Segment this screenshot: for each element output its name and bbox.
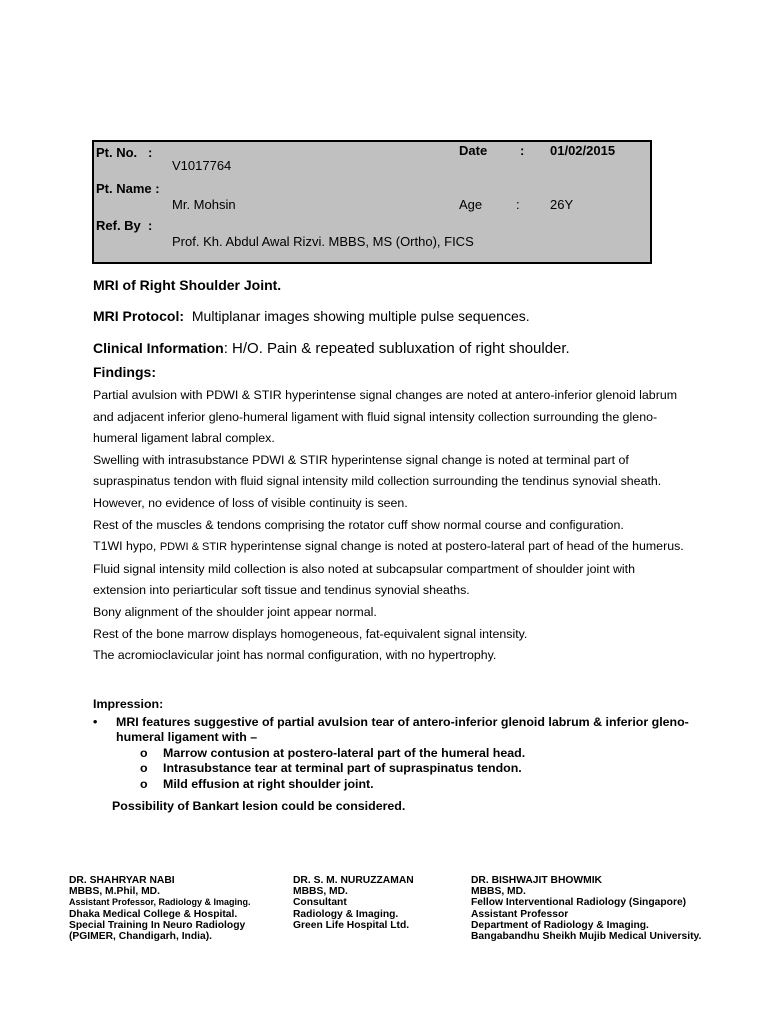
doctor-detail: Assistant Professor (471, 908, 569, 920)
t1-rest: hyperintense signal change is noted at postero-lateral part of head of the humerus. (230, 539, 684, 554)
impression-sub-item (93, 746, 693, 762)
t1-small: PDWI & STIR (159, 541, 228, 554)
t1-prefix: T1WI hypo, (93, 539, 157, 554)
possibility-text: Possibility of Bankart lesion could be considered. (112, 799, 406, 813)
finding-paragraph: Rest of the muscles & tendons comprising the rotator cuff show normal course and configuration. (93, 517, 624, 532)
doctor-detail: Green Life Hospital Ltd. (293, 919, 410, 931)
doctor-name: DR. S. M. NURUZZAMAN (293, 875, 414, 886)
pt-no-value: V1017764 (172, 158, 232, 173)
doctor-detail: Radiology & Imaging. (293, 908, 399, 920)
signature-block-2 (293, 875, 414, 931)
doctor-detail: Fellow Interventional Radiology (Singapore) (471, 897, 687, 909)
findings-body (93, 385, 688, 667)
clinical-text: : H/O. Pain & repeated subluxation of right shoulder. (223, 340, 570, 357)
finding-paragraph: The acromioclavicular joint has normal configuration, with no hypertrophy. (93, 648, 497, 663)
protocol-text: Multiplanar images showing multiple pulse sequences. (191, 308, 530, 324)
findings-label: Findings: (93, 364, 156, 380)
impression-sub-list (93, 746, 693, 793)
doctor-name: DR. BISHWAJIT BHOWMIK (471, 875, 602, 886)
pt-no-label: Pt. No. (96, 145, 138, 160)
impression-sub-text: Intrasubstance tear at terminal part of supraspinatus tendon. (163, 761, 522, 775)
pt-no-colon: : (148, 145, 153, 160)
findings-heading (93, 364, 156, 380)
impression-section (93, 697, 693, 827)
date-value: 01/02/2015 (550, 143, 616, 158)
report-title (93, 277, 281, 293)
doctor-detail: Special Training In Neuro Radiology (69, 919, 246, 931)
age-value: 26Y (550, 197, 574, 212)
protocol-label: MRI Protocol: (93, 308, 184, 324)
clinical-info-line (93, 340, 570, 357)
date-label: Date (459, 143, 488, 158)
ref-by-colon: : (148, 218, 153, 233)
finding-paragraph: Bony alignment of the shoulder joint appear normal. (93, 604, 377, 619)
doctor-detail: Bangabandhu Sheikh Mujib Medical University. (471, 931, 702, 943)
doctor-detail: Consultant (293, 897, 347, 909)
doctor-name: DR. SHAHRYAR NABI (69, 875, 175, 886)
doctor-detail: MBBS, MD. (293, 886, 348, 898)
impression-sub-text: Mild effusion at right shoulder joint. (163, 776, 374, 791)
impression-sub-text: Marrow contusion at postero-lateral part of the humeral head. (163, 745, 526, 760)
doctor-detail: (PGIMER, Chandigarh, India). (69, 931, 213, 943)
impression-sub-item (93, 761, 693, 777)
pt-name-value: Mr. Mohsin (172, 197, 236, 212)
doctor-detail: Dhaka Medical College & Hospital. (69, 908, 238, 920)
finding-paragraph: Fluid signal intensity mild collection is also noted at subcapsular compartment of shoulder joint with extension into periarticular soft tissue and tendinus synovial sheaths. (93, 561, 636, 598)
ref-by-value: Prof. Kh. Abdul Awal Rizvi. MBBS, MS (Ortho), FICS (172, 234, 474, 249)
circle-bullet-icon: o (140, 745, 148, 760)
impression-main-text: MRI features suggestive of partial avulsion tear of antero-inferior glenoid labrum & inferior gleno-humeral ligament with – (116, 714, 689, 744)
doctor-detail: Assistant Professor, Radiology & Imaging. (69, 897, 251, 908)
finding-paragraph-t1 (93, 536, 688, 559)
clinical-label: Clinical Information (93, 340, 224, 356)
finding-paragraph: Partial avulsion with PDWI & STIR hyperintense signal changes are noted at antero-inferior glenoid labrum and adjacent inferior gleno-humeral ligament with fluid signal intensity collection surrounding the gleno-humeral ligament labral complex. (93, 388, 678, 446)
age-colon: : (516, 197, 520, 212)
bullet-icon: • (93, 714, 98, 729)
report-title-text: MRI of Right Shoulder Joint. (93, 277, 282, 293)
signature-block-3 (471, 875, 701, 942)
finding-paragraph: Swelling with intrasubstance PDWI & STIR hyperintense signal change is noted at terminal part of supraspinatus tendon with fluid signal intensity mild collection surrounding the tendinus synovial sheath. However, no evidence of loss of visible continuity is seen. (93, 452, 662, 510)
circle-bullet-icon: o (140, 776, 148, 791)
doctor-detail: MBBS, MD. (471, 886, 526, 898)
patient-info-box (92, 140, 652, 264)
finding-paragraph: Rest of the bone marrow displays homogeneous, fat-equivalent signal intensity. (93, 626, 528, 641)
impression-sub-item (93, 777, 693, 793)
impression-label: Impression: (93, 697, 164, 711)
circle-bullet-icon: o (140, 761, 148, 775)
ref-by-label: Ref. By (96, 218, 141, 233)
protocol-line (93, 308, 530, 324)
pt-name-label: Pt. Name : (96, 181, 160, 196)
impression-main-item (93, 715, 693, 746)
age-label: Age (459, 197, 483, 212)
doctor-detail: Department of Radiology & Imaging. (471, 919, 649, 931)
doctor-detail: MBBS, M.Phil, MD. (69, 886, 160, 898)
signature-block-1 (69, 875, 251, 942)
date-colon: : (520, 143, 525, 158)
